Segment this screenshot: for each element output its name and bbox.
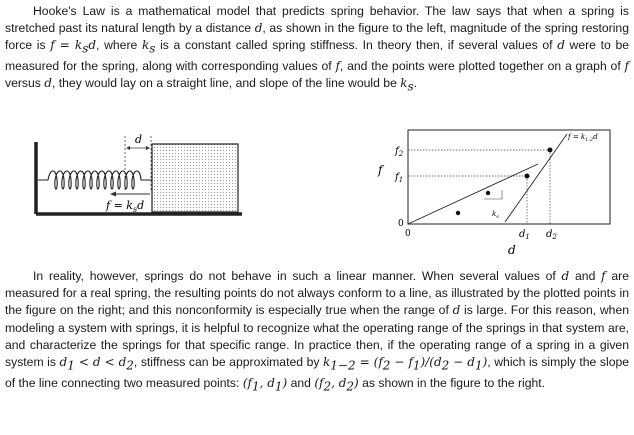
d1-tick-label: $d_1$ <box>519 229 530 241</box>
y-axis-label: f <box>378 163 383 177</box>
data-point <box>486 191 490 195</box>
secant-line <box>505 134 567 222</box>
slope-label: $k_s$ <box>492 210 499 220</box>
stretch-label: d <box>135 134 143 146</box>
spring-coil <box>38 171 152 189</box>
f2-tick-label: $f_2$ <box>395 146 404 158</box>
d2-tick-label: $d_2$ <box>546 229 557 241</box>
x-axis-label: d <box>508 243 516 257</box>
data-point-d1 <box>525 174 530 179</box>
x-zero-label: 0 <box>405 229 411 239</box>
force-displacement-graph <box>360 122 622 260</box>
intro-paragraph: Hooke's Law is a mathematical model that predicts spring behavior. The law says that when a spring is stretched past its natural length by a distance d, as shown in the figure to the left, magnitude of the spring restoring force is $f = k_sd$, where $k_s$ is a constant called spring stiffness. In theory then, if several values of d were to be measured for the spring, along with corresponding values of f, and the points were plotted together on a graph of f versus d, they would lay on a straight line, and slope of the line would be $k_s$. <box>5 4 630 94</box>
data-point-d2 <box>548 148 553 153</box>
data-point <box>456 211 460 215</box>
mass-block <box>152 144 238 212</box>
body-paragraph: In reality, however, springs do not behave in such a linear manner. When several values of d and f are measured for a real spring, the resulting points do not always conform to a line, as illustrated by the plotted points in the figure on the right; and this nonconformity is especially true when the range of d is large. For this reason, when modeling a system with springs, it is helpful to recognize what the operating range of the springs in that system are, and characterize the springs for that specific range. In practice then, if the operating range of a spring in a given system is $d_1 < d < d_2$, stiffness can be approximated by $k_{1-2} = (f_2 - f_1)/(d_2 - d_1)$, which is simply the slope of the line connecting two measured points: ($f_1$, $d_1$) and ($f_2$, $d_2$) as shown in the figure to the right. <box>5 269 630 394</box>
y-zero-label: 0 <box>398 219 404 229</box>
secant-line-label: $f = k_{1-2}d$ <box>568 133 598 143</box>
force-arrowhead <box>110 192 116 197</box>
spring-figure <box>30 134 255 224</box>
f1-tick-label: $f_1$ <box>395 172 404 184</box>
force-label: $f = k_sd$ <box>106 199 145 214</box>
linear-model-line <box>408 164 538 224</box>
